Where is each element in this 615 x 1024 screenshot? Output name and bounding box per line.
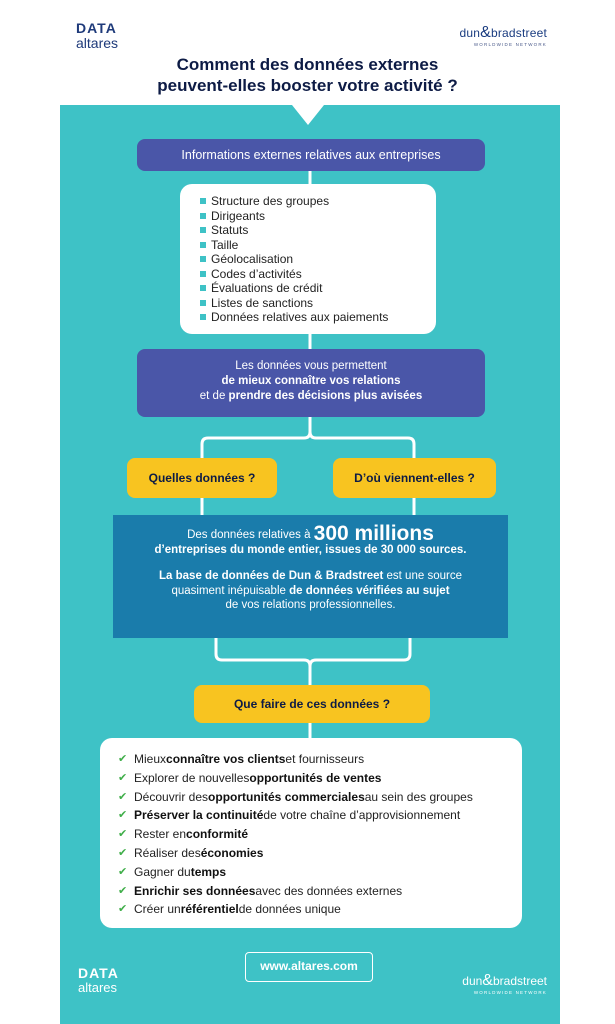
benefit-box	[137, 349, 485, 417]
list-item: ✔ Créer un référentiel de données unique	[118, 900, 522, 919]
list-item: Géolocalisation	[200, 252, 436, 267]
list-item: Taille	[200, 238, 436, 253]
check-icon: ✔	[118, 753, 128, 765]
list-item: Évaluations de crédit	[200, 281, 436, 296]
check-icon: ✔	[118, 809, 128, 822]
dnb-logo-footer	[462, 972, 547, 995]
check-icon: ✔	[118, 846, 128, 859]
altares-footer-mark: DATA	[78, 965, 119, 981]
list-item: ✔ Préserver la continuité de votre chaîne d’approvisionnement	[118, 806, 522, 825]
benefit-line-3-bold: prendre des décisions plus avisées	[228, 390, 423, 402]
bullet-square-icon	[200, 300, 206, 306]
list-item: Listes de sanctions	[200, 296, 436, 311]
question-where-from: D’où viennent-elles ?	[333, 458, 496, 498]
list-item: ✔ Découvrir des opportunités commerciales au sein des groupes	[118, 788, 522, 807]
list-item: ✔ Explorer de nouvelles opportunités de ventes	[118, 769, 522, 788]
list-item: Statuts	[200, 223, 436, 238]
dnb-sub: WORLDWIDE NETWORK	[473, 42, 547, 47]
altares-footer-name: altares	[78, 980, 118, 995]
bullet-square-icon	[200, 256, 206, 262]
website-link[interactable]: www.altares.com	[245, 952, 373, 982]
altares-logo	[76, 20, 136, 56]
bullet-square-icon	[200, 198, 206, 204]
check-icon: ✔	[118, 771, 128, 784]
dnb-footer-left: dun	[462, 974, 483, 988]
dnb-footer-amp: &	[482, 972, 493, 989]
facts-box	[113, 515, 508, 638]
page-title	[0, 54, 615, 96]
altares-logo-mark: DATA	[76, 20, 117, 36]
bullet-square-icon	[200, 213, 206, 219]
list-item: ✔ Mieux connaître vos clients et fournisseurs	[118, 750, 522, 769]
facts-p2-line1-bold: La base de données de Dun & Bradstreet	[159, 570, 384, 582]
actions-list	[100, 738, 522, 928]
list-item: ✔ Enrichir ses données avec des données externes	[118, 882, 522, 901]
panel-notch	[292, 105, 324, 125]
altares-logo-footer	[78, 966, 119, 995]
list-item: Codes d’activités	[200, 267, 436, 282]
question-which-data: Quelles données ?	[127, 458, 277, 498]
info-list	[180, 184, 436, 334]
check-icon: ✔	[118, 884, 128, 897]
list-item: ✔ Réaliser des économies	[118, 844, 522, 863]
dnb-footer-sub: WORLDWIDE NETWORK	[473, 990, 547, 995]
benefit-line-1: Les données vous permettent	[235, 360, 387, 372]
bullet-square-icon	[200, 227, 206, 233]
facts-p2-line1-rest: est une source	[383, 570, 462, 582]
dnb-brand-right: bradstreet	[490, 26, 547, 40]
benefit-line-2: de mieux connaître vos relations	[221, 375, 401, 387]
check-icon: ✔	[118, 865, 128, 878]
bullet-square-icon	[200, 242, 206, 248]
check-icon: ✔	[118, 828, 128, 841]
bullet-square-icon	[200, 285, 206, 291]
title-line-2: peuvent-elles booster votre activité ?	[157, 76, 458, 95]
facts-p1-big: 300 millions	[313, 522, 434, 545]
facts-p1-pre: Des données relatives à	[187, 529, 314, 541]
info-header: Informations externes relatives aux entreprises	[137, 139, 485, 171]
dnb-brand-left: dun	[459, 26, 481, 40]
benefit-line-3-pre: et de	[199, 390, 229, 402]
bullet-square-icon	[200, 271, 206, 277]
list-item: ✔ Gagner du temps	[118, 863, 522, 882]
facts-p2-line2-bold: de données vérifiées au sujet	[289, 584, 450, 597]
dnb-footer-right: bradstreet	[492, 974, 547, 988]
facts-p1-line2: d’entreprises du monde entier, issues de 30 000 sources.	[154, 543, 467, 556]
facts-p2-line2-pre: quasiment inépuisable	[171, 584, 290, 597]
facts-p2-line3: de vos relations professionnelles.	[225, 599, 396, 611]
dnb-logo	[459, 24, 547, 47]
altares-logo-name: altares	[76, 35, 119, 51]
list-item: Structure des groupes	[200, 194, 436, 209]
list-item: Dirigeants	[200, 209, 436, 224]
list-item: ✔ Rester en conformité	[118, 825, 522, 844]
check-icon: ✔	[118, 790, 128, 803]
question-what-to-do: Que faire de ces données ?	[194, 685, 430, 723]
list-item: Données relatives aux paiements	[200, 310, 436, 325]
bullet-square-icon	[200, 314, 206, 320]
title-line-1: Comment des données externes	[176, 55, 439, 74]
check-icon: ✔	[118, 903, 128, 916]
dnb-amp: &	[480, 24, 491, 41]
